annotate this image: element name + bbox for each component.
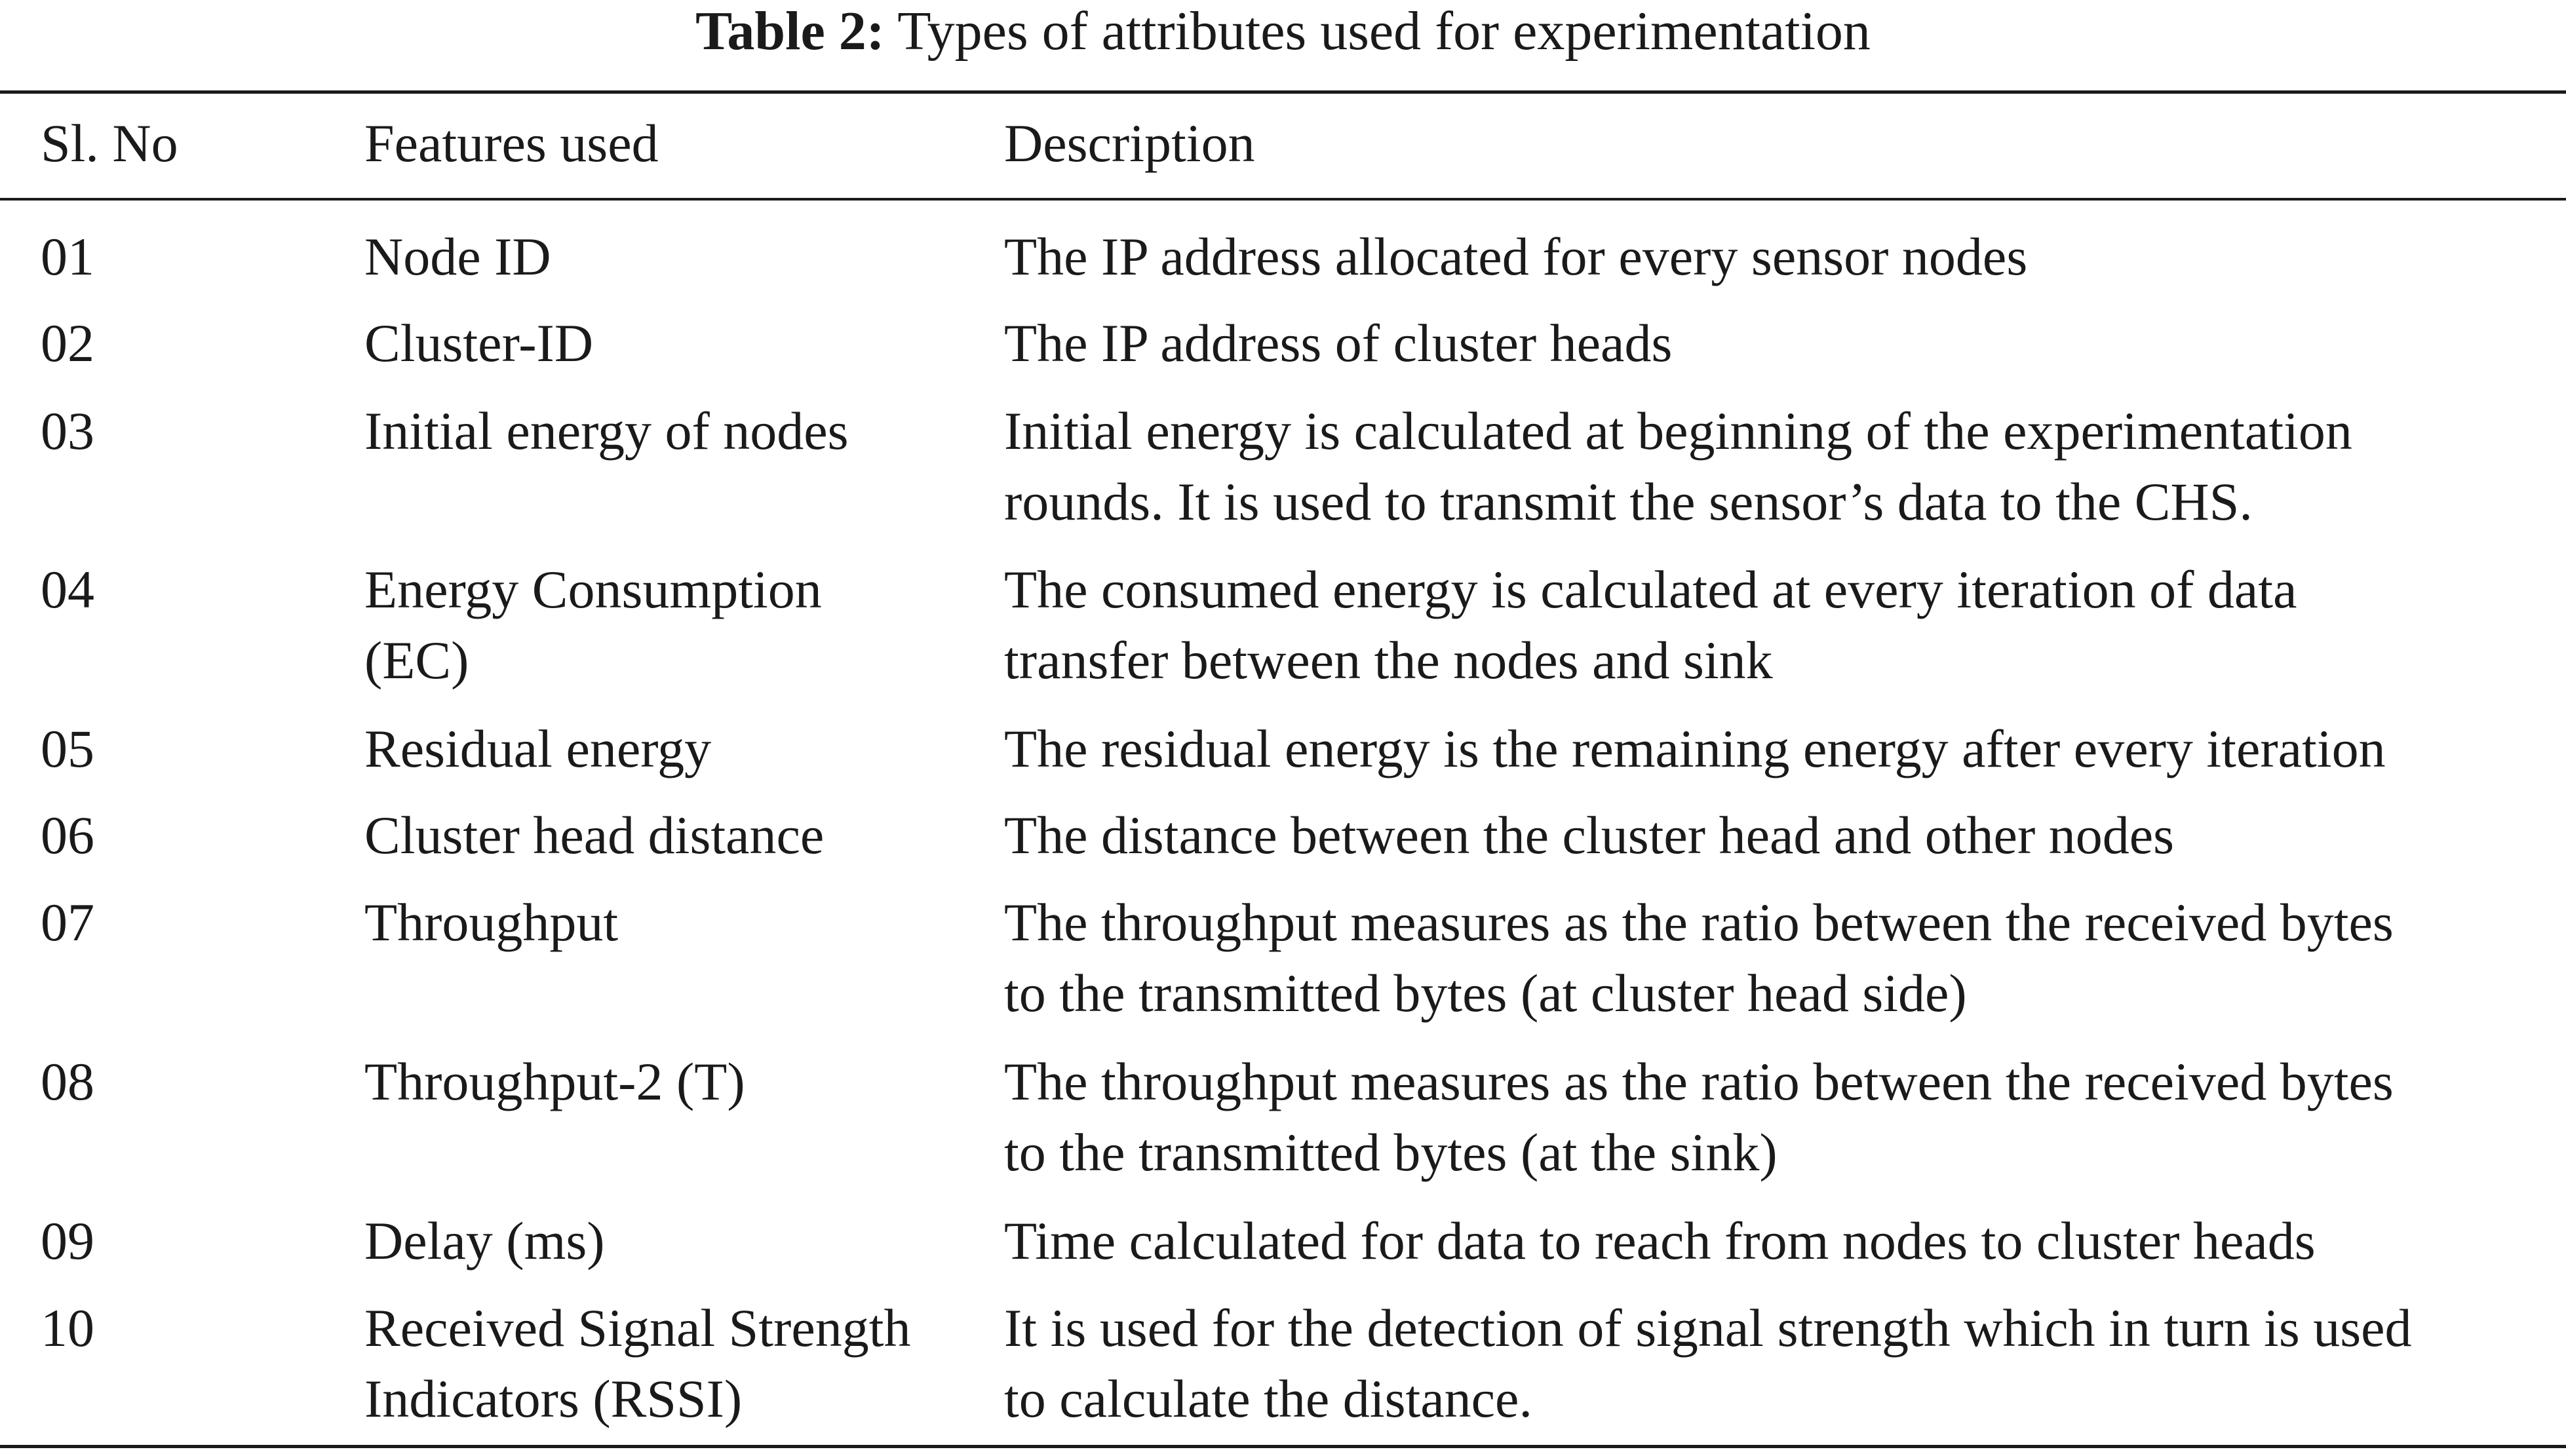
cell-description-text: The throughput measures as the ratio between the received bytes [1004,892,2394,952]
cell-sl-no [0,1029,364,1188]
cell-feature [364,1276,1004,1434]
cell-sl-no-text: 03 [41,401,94,461]
cell-sl-no [0,1188,364,1276]
cell-sl-no-text: 10 [41,1298,94,1358]
cell-description [1004,1029,2566,1188]
table-row [0,1188,2566,1276]
cell-sl-no-text: 06 [41,805,94,865]
cell-description [1004,537,2566,696]
column-header-sl-no: Sl. No [41,113,178,173]
table-row [0,871,2566,1029]
table-header-row [0,0,2566,206]
cell-description [1004,871,2566,1029]
cell-description-text: Time calculated for data to reach from nodes to cluster heads [1004,1211,2316,1271]
table-row [0,696,2566,784]
cell-sl-no-text: 01 [41,227,94,286]
cell-description-text: to calculate the distance. [1004,1369,1532,1428]
cell-feature-text: Residual energy [364,719,712,778]
cell-sl-no [0,292,364,379]
cell-description-text: The IP address allocated for every sensor nodes [1004,227,2028,286]
cell-sl-no [0,206,364,292]
cell-description-text: The throughput measures as the ratio between the received bytes [1004,1052,2394,1111]
table-row [0,784,2566,871]
cell-description [1004,379,2566,537]
cell-feature-text: (EC) [364,630,469,690]
cell-sl-no-text: 09 [41,1211,94,1271]
table-body [0,206,2566,1434]
cell-description-text: to the transmitted bytes (at cluster head side) [1004,963,1967,1023]
cell-description-text: Initial energy is calculated at beginning of the experimentation [1004,401,2352,461]
cell-feature-text: Energy Consumption [364,560,822,619]
cell-feature-text: Node ID [364,227,551,286]
cell-feature [364,1029,1004,1188]
cell-feature-text: Cluster head distance [364,805,825,865]
table-row [0,206,2566,292]
cell-sl-no-text: 04 [41,560,94,619]
cell-feature [364,1188,1004,1276]
caption-text: Types of attributes used for experimentation [897,1,1871,62]
table-row [0,379,2566,537]
cell-description [1004,1188,2566,1276]
cell-feature-text: Delay (ms) [364,1211,605,1271]
cell-sl-no [0,537,364,696]
cell-feature-text: Initial energy of nodes [364,401,849,461]
cell-description-text: transfer between the nodes and sink [1004,630,1773,690]
cell-sl-no [0,784,364,871]
cell-description-text: rounds. It is used to transmit the sensor’s data to the CHS. [1004,472,2253,531]
cell-sl-no [0,871,364,1029]
cell-description [1004,292,2566,379]
column-header-features: Features used [364,113,659,173]
table-row [0,537,2566,696]
table-row [0,1276,2566,1434]
cell-feature-text: Indicators (RSSI) [364,1369,743,1428]
column-header-description: Description [1004,113,1255,173]
cell-sl-no [0,1276,364,1434]
cell-description-text: The IP address of cluster heads [1004,313,1673,373]
cell-feature-text: Cluster-ID [364,313,594,373]
cell-feature [364,206,1004,292]
cell-feature-text: Throughput [364,892,619,952]
caption-label: Table 2: [695,1,885,62]
cell-feature-text: Received Signal Strength [364,1298,911,1358]
cell-sl-no-text: 02 [41,313,94,373]
table-row [0,292,2566,379]
cell-description-text: The consumed energy is calculated at every iteration of data [1004,560,2297,619]
cell-description [1004,696,2566,784]
cell-feature [364,379,1004,537]
cell-feature [364,784,1004,871]
cell-sl-no-text: 07 [41,892,94,952]
cell-sl-no [0,379,364,537]
cell-description [1004,1276,2566,1434]
cell-description-text: The residual energy is the remaining energy after every iteration [1004,719,2386,778]
cell-feature [364,871,1004,1029]
table-bottom-rule [0,1445,2566,1448]
cell-description-text: It is used for the detection of signal strength which in turn is used [1004,1298,2412,1358]
cell-sl-no-text: 08 [41,1052,94,1111]
cell-description [1004,206,2566,292]
cell-description [1004,784,2566,871]
cell-feature [364,537,1004,696]
table-row [0,1029,2566,1188]
cell-description-text: The distance between the cluster head and other nodes [1004,805,2175,865]
cell-feature-text: Throughput-2 (T) [364,1052,745,1111]
cell-sl-no-text: 05 [41,719,94,778]
cell-feature [364,292,1004,379]
cell-feature [364,696,1004,784]
cell-description-text: to the transmitted bytes (at the sink) [1004,1122,1778,1182]
cell-sl-no [0,696,364,784]
